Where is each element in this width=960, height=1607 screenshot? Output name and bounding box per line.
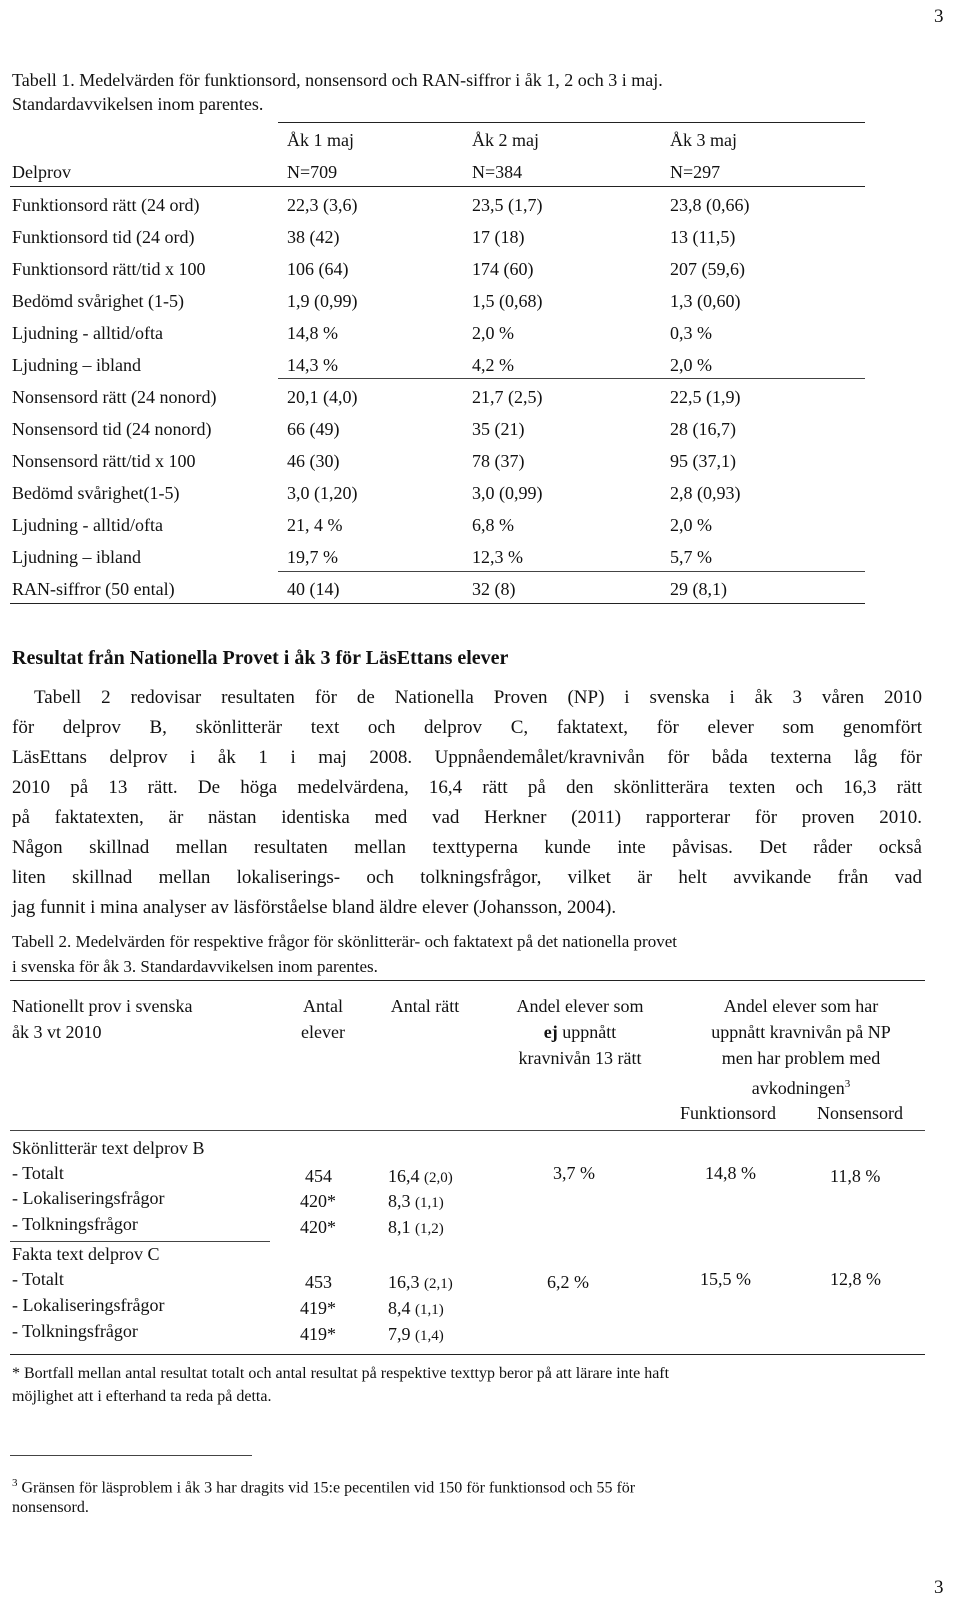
head-antal-line1: Antal [303,996,343,1016]
row-antal: 454 [305,1166,332,1186]
row-label: RAN-siffror (50 ental) [12,579,175,599]
head-col1-line1: Nationellt prov i svenska [12,996,193,1016]
row-label: Bedömd svårighet(1-5) [12,483,180,503]
row-value-ak3: 2,0 % [670,355,712,375]
body-paragraph [12,683,922,923]
table1-mid-rule [278,571,865,572]
table2-footnote-line1: * Bortfall mellan antal resultat totalt och antal resultat på respektive texttyp beror på att lärare inte haft [12,1365,670,1382]
head-andel-har-line2: uppnått kravnivån på NP [711,1022,891,1042]
row-value-ak3: 2,8 (0,93) [670,483,741,503]
row-funktionsord: 15,5 % [700,1269,751,1289]
table1-top-rule [278,122,865,123]
table2-head-andel-ej [490,993,670,1071]
row-label: Funktionsord tid (24 ord) [12,227,195,247]
footnote-separator [10,1455,252,1456]
row-label: Funktionsord rätt (24 ord) [12,195,200,215]
table2-sub-nonsensord: Nonsensord [817,1103,903,1123]
row-value-ak3: 29 (8,1) [670,579,727,599]
row-value-ak2: 4,2 % [472,355,514,375]
row-value-ak2: 2,0 % [472,323,514,343]
row-value-ak1: 20,1 (4,0) [287,387,358,407]
row-label: - Totalt [12,1163,64,1183]
table1-n-1: N=709 [287,162,338,182]
page-number-bottom: 3 [934,1577,944,1598]
paragraph-line: 2010 på 13 rätt. De höga medelvärdena, 16,4 rätt på den skönlitterära texten och 16,3 rätt [12,777,922,798]
row-value-ak1: 22,3 (3,6) [287,195,358,215]
row-label: Nonsensord rätt/tid x 100 [12,451,196,471]
table2-section-title: Fakta text delprov C [12,1244,160,1264]
table2-section-title: Skönlitterär text delprov B [12,1138,205,1158]
footnote-ref: 3 [844,1078,851,1090]
page-footnote-line2: nonsensord. [12,1499,89,1516]
table1-grade-3: Åk 3 maj [670,130,737,150]
footnote-mark: 3 [12,1477,18,1489]
table2-head-ratt: Antal rätt [390,996,460,1016]
row-value-ak1: 3,0 (1,20) [287,483,358,503]
head-andel-ej-bold: ej [543,1022,558,1042]
row-value-ak3: 95 (37,1) [670,451,736,471]
table1-header-rule [10,186,865,187]
row-ratt-mean: 7,9 [388,1324,411,1344]
row-label: Ljudning – ibland [12,355,141,375]
row-value-ak3: 13 (11,5) [670,227,736,247]
row-value-ak2: 6,8 % [472,515,514,535]
table2-footnote-line2: möjlighet att i efterhand ta reda på detta. [12,1388,272,1405]
table2-sub-funktionsord: Funktionsord [680,1103,777,1123]
row-value-ak1: 19,7 % [287,547,338,567]
row-label: Funktionsord rätt/tid x 100 [12,259,206,279]
table2-bottom-rule [10,1354,925,1355]
row-value-ak3: 0,3 % [670,323,712,343]
row-nonsensord: 12,8 % [830,1269,881,1289]
page-number-top: 3 [934,6,944,27]
table1-mid-rule [278,378,865,379]
row-label: Nonsensord rätt (24 nonord) [12,387,217,407]
row-value-ak1: 14,3 % [287,355,338,375]
row-ratt-mean: 8,1 [388,1217,411,1237]
row-ratt-mean: 16,3 [388,1272,420,1292]
row-value-ak3: 1,3 (0,60) [670,291,741,311]
row-value-ak2: 78 (37) [472,451,525,471]
row-label: - Tolkningsfrågor [12,1214,138,1234]
row-label: Ljudning – ibland [12,547,141,567]
section-heading: Resultat från Nationella Provet i åk 3 för LäsEttans elever [12,647,509,669]
row-value-ak3: 2,0 % [670,515,712,535]
paragraph-line: liten skillnad mellan lokaliserings- och tolkningsfrågor, vilket är helt avvikande från vad [12,867,922,888]
row-andel-ej: 3,7 % [553,1163,595,1183]
row-value-ak2: 17 (18) [472,227,525,247]
row-value-ak1: 66 (49) [287,419,340,439]
row-value-ak3: 5,7 % [670,547,712,567]
row-label: - Lokaliseringsfrågor [12,1295,165,1315]
row-label: - Lokaliseringsfrågor [12,1188,165,1208]
row-ratt-sd: (1,2) [415,1221,444,1237]
row-value-ak2: 174 (60) [472,259,534,279]
table2-head-col1 [12,993,192,1045]
row-funktionsord: 14,8 % [705,1163,756,1183]
paragraph-line: jag funnit i mina analyser av läsförståelse bland äldre elever (Johansson, 2004). [12,897,617,918]
head-andel-har-last: avkodningen [751,1078,845,1098]
row-ratt [388,1298,444,1319]
row-value-ak1: 40 (14) [287,579,340,599]
table1-grade-1: Åk 1 maj [287,130,354,150]
head-andel-ej-post: uppnått [557,1022,617,1042]
row-value-ak1: 21, 4 % [287,515,343,535]
row-ratt [388,1166,453,1187]
row-value-ak2: 12,3 % [472,547,523,567]
row-nonsensord: 11,8 % [830,1166,881,1186]
row-value-ak2: 3,0 (0,99) [472,483,543,503]
row-ratt-sd: (2,0) [424,1170,453,1186]
head-col1-line2: åk 3 vt 2010 [12,1022,102,1042]
footnote-text: Gränsen för läsproblem i åk 3 har dragits vid 15:e pecentilen vid 150 för funktionsod och 55 för [21,1479,636,1497]
row-value-ak2: 23,5 (1,7) [472,195,543,215]
row-antal: 453 [305,1272,332,1292]
table1-caption-line1: Tabell 1. Medelvärden för funktionsord, nonsensord och RAN-siffror i åk 1, 2 och 3 i maj. [12,70,663,90]
row-value-ak3: 23,8 (0,66) [670,195,750,215]
table2-head-andel-har [678,993,924,1101]
row-label: Bedömd svårighet (1-5) [12,291,184,311]
paragraph-line: Någon skillnad mellan resultaten mellan texttyperna kunde inte påvisas. Det råder också [12,837,922,858]
head-andel-har-line3: men har problem med [721,1048,881,1068]
row-value-ak1: 38 (42) [287,227,340,247]
row-ratt-sd: (2,1) [424,1276,453,1292]
table1-grade-2: Åk 2 maj [472,130,539,150]
page-footnote-line1 [12,1472,635,1499]
row-value-ak2: 35 (21) [472,419,525,439]
row-ratt-mean: 16,4 [388,1166,420,1186]
row-ratt-mean: 8,4 [388,1298,411,1318]
row-value-ak1: 14,8 % [287,323,338,343]
row-label: Ljudning - alltid/ofta [12,515,163,535]
table2-top-rule [10,980,925,981]
row-antal: 419* [300,1324,336,1344]
row-ratt [388,1217,444,1238]
head-andel-har-line4 [678,1071,924,1101]
paragraph-line: på faktatexten, är nästan identiska med vad Herkner (2011) rapporterar för proven 2010. [12,807,922,828]
paragraph-line: LäsEttans delprov i åk 1 i maj 2008. Uppnåendemålet/kravnivån för båda texterna låg för [12,747,922,768]
row-value-ak1: 46 (30) [287,451,340,471]
table2-section-rule [10,1241,270,1242]
table2-head-antal [268,993,378,1045]
head-andel-ej-line1: Andel elever som [516,996,644,1016]
row-label: Nonsensord tid (24 nonord) [12,419,212,439]
head-andel-ej-line2 [490,1019,670,1045]
table1-col-label: Delprov [12,162,71,182]
row-label: - Tolkningsfrågor [12,1321,138,1341]
row-antal: 419* [300,1298,336,1318]
table1-n-3: N=297 [670,162,721,182]
table2-header-rule [10,1130,925,1131]
row-ratt [388,1324,444,1345]
row-antal: 420* [300,1217,336,1237]
table2-caption-line2: i svenska för åk 3. Standardavvikelsen inom parentes. [12,957,378,976]
row-ratt-sd: (1,4) [415,1328,444,1344]
row-value-ak1: 106 (64) [287,259,349,279]
row-value-ak2: 32 (8) [472,579,516,599]
table1-bottom-rule [10,603,865,604]
head-andel-har-line1: Andel elever som har [723,996,879,1016]
head-andel-ej-line3: kravnivån 13 rätt [518,1048,642,1068]
row-ratt-sd: (1,1) [415,1195,444,1211]
row-ratt-sd: (1,1) [415,1302,444,1318]
table1-n-2: N=384 [472,162,523,182]
row-value-ak2: 1,5 (0,68) [472,291,543,311]
row-label: - Totalt [12,1269,64,1289]
table2-caption-line1: Tabell 2. Medelvärden för respektive frågor för skönlitterär- och faktatext på det nationella provet [12,932,677,951]
row-value-ak2: 21,7 (2,5) [472,387,543,407]
row-value-ak3: 207 (59,6) [670,259,745,279]
row-value-ak3: 28 (16,7) [670,419,736,439]
row-ratt-mean: 8,3 [388,1191,411,1211]
row-value-ak3: 22,5 (1,9) [670,387,741,407]
row-ratt [388,1191,444,1212]
paragraph-line: för delprov B, skönlitterär text och delprov C, faktatext, för elever som genomfört [12,717,922,738]
row-antal: 420* [300,1191,336,1211]
row-label: Ljudning - alltid/ofta [12,323,163,343]
paragraph-line: Tabell 2 redovisar resultaten för de Nationella Proven (NP) i svenska i åk 3 våren 2010 [34,687,922,708]
table1-caption-line2: Standardavvikelsen inom parentes. [12,94,264,114]
row-ratt [388,1272,453,1293]
row-value-ak1: 1,9 (0,99) [287,291,358,311]
row-andel-ej: 6,2 % [547,1272,589,1292]
head-antal-line2: elever [301,1022,345,1042]
